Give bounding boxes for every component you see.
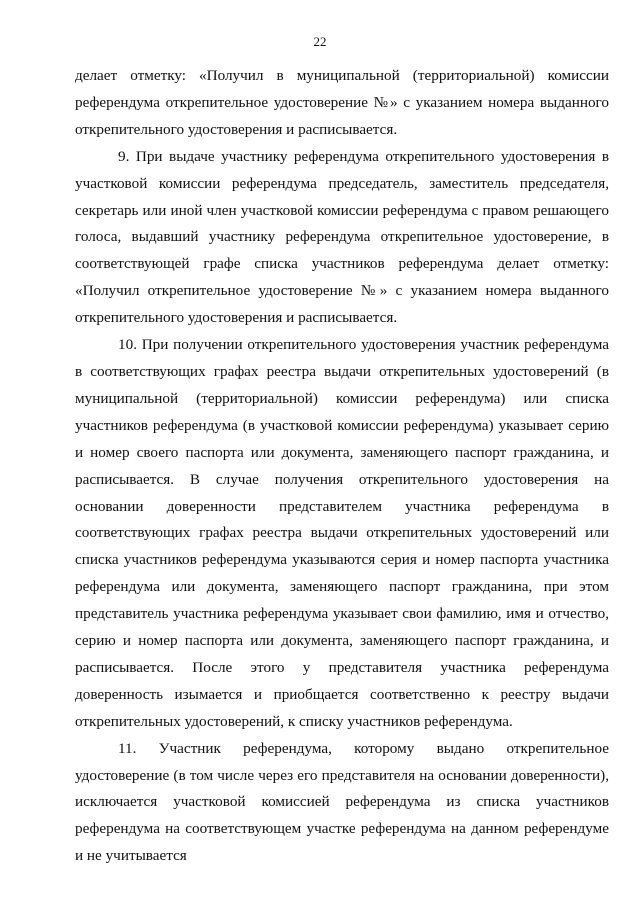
page-number: 22	[313, 34, 327, 49]
document-body	[75, 63, 609, 870]
paragraph-item-9: 9. При выдаче участнику референдума открепительного удостоверения в участковой комиссии референдума председатель, заместитель председателя, секретарь или иной член участковой комиссии референдума с правом решающего голоса, выдавший участнику референдума открепительное удостоверение, в соответствующей графе списка участников референдума делает отметку: «Получил открепительное удостоверение №» с указанием номера выданного открепительного удостоверения и расписывается.	[75, 147, 609, 327]
paragraph-item-11: 11. Участник референдума, которому выдано открепительное удостоверение (в том числе через его представителя на основании доверенности), исключается участковой комиссией референдума из списка участников референдума на соответствующем участке референдума на данном референдуме и не учитывается	[75, 739, 609, 865]
paragraph-item-10: 10. При получении открепительного удостоверения участник референдума в соответствующих графах реестра выдачи открепительных удостоверений (в муниципальной (территориальной) комиссии референдума) или списка участников референдума (в участковой комиссии референдума) указывает серию и номер своего паспорта или документа, заменяющего паспорт гражданина, и расписывается. В случае получения открепительного удостоверения на основании доверенности представителем участника референдума в соответствующих графах реестра выдачи открепительных удостоверений или списка участников референдума указываются серия и номер паспорта участника референдума или документа, заменяющего паспорт гражданина, при этом представитель участника референдума указывает свои фамилию, имя и отчество, серию и номер паспорта или документа, заменяющего паспорт гражданина, и расписывается. После этого у представителя участника референдума доверенность изымается и приобщается соответственно к реестру выдачи открепительных удостоверений, к списку участников референдума.	[75, 336, 609, 730]
paragraph-continuation: делает отметку: «Получил в муниципальной (территориальной) комиссии референдума открепительное удостоверение №» с указанием номера выданного открепительного удостоверения и расписывается.	[75, 67, 609, 138]
